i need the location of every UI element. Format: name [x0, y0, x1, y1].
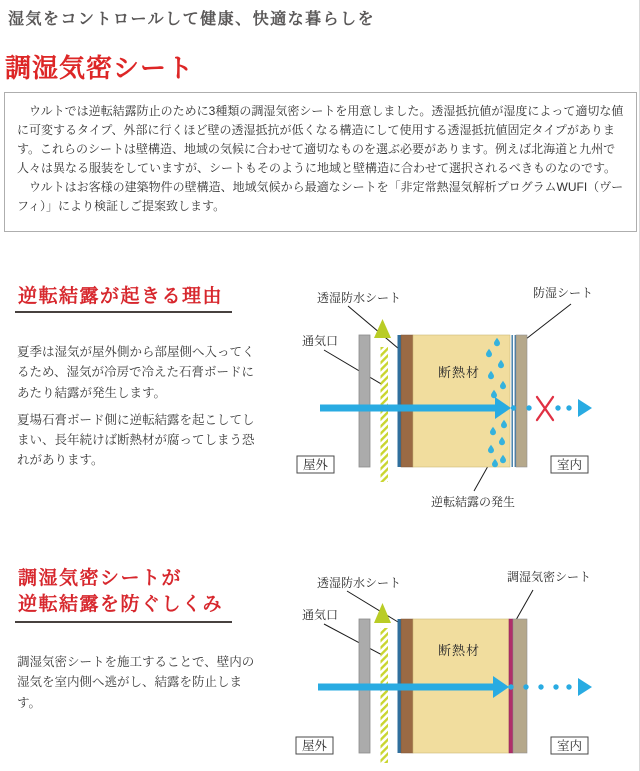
section-mechanism-heading: [18, 566, 223, 618]
section-reason-underline: [15, 311, 232, 313]
outer-wall-panel: [359, 335, 370, 467]
label-vent: 通気口: [302, 608, 339, 622]
ventilation-hatch-strip: [381, 628, 389, 763]
ventilation-hatch-strip: [381, 347, 389, 482]
intro-paragraph-2: ウルトはお客様の建築物件の壁構造、地域気候から最適なシートを「非定常熱湿気解析プログラムWUFI（ヴーフィ）」により検証しご提案致します。: [17, 179, 624, 213]
vapor-barrier-line: [512, 335, 513, 467]
wall-section-diagram-condensation: [290, 275, 640, 520]
moisture-exit-arrow-icon: [578, 678, 592, 696]
section-mechanism-underline: [15, 621, 232, 623]
pointer-line-vent: [324, 350, 383, 385]
section-mechanism-heading-line2: 逆転結露を防ぐしくみ: [18, 594, 224, 615]
page-subtitle: 湿気をコントロールして健康、快適な暮らしを: [8, 11, 376, 28]
label-vent: 通気口: [302, 334, 339, 348]
ventilation-up-arrow-icon: [374, 603, 391, 623]
pointer-line-waterproof-sheet: [348, 306, 399, 349]
pointer-line-vent: [324, 624, 384, 656]
blocked-x-icon: [537, 397, 553, 420]
intro-paragraph-1: ウルトでは逆転結露防止のために3種類の調湿気密シートを用意しました。透湿抵抗値が湿度によって適切な値に可変するタイプ、外部に行くほど壁の透湿抵抗が低くなる構造にして使用する透湿抵抗値固定タイプがあります。これらのシートは壁構造、地域の気候に合わせて適切なものを選ぶ必要があります。例えば北海道と九州で人々は異なる服装をしていますが、シートもそのように地域と壁構造に合わせて選択されるべきものなのです。: [17, 104, 624, 175]
label-waterproof-sheet: 透湿防水シート: [317, 576, 402, 590]
mechanism-paragraph-1: 調湿気密シートを施工することで、壁内の湿気を室内側へ逃がし、結露を防止します。: [17, 655, 255, 710]
ventilation-up-arrow-icon: [374, 319, 391, 338]
waterproof-sheet-line: [398, 335, 402, 467]
reason-paragraph-1: 夏季は湿気が屋外側から部屋側へ入ってくるため、湿気が冷房で冷えた石膏ボードにあたり結露が発生します。: [17, 345, 255, 400]
label-indoor: 室内: [556, 739, 583, 753]
label-outdoor: 屋外: [301, 739, 328, 753]
label-outdoor: 屋外: [302, 458, 329, 472]
label-insulation: 断熱材: [437, 643, 481, 658]
label-insulation: 断熱材: [437, 365, 481, 380]
gypsum-board-panel: [516, 335, 527, 467]
reason-paragraph-2: 夏場石膏ボード側に逆転結露を起こしてしまい、長年続けば断熱材が腐ってしまう恐れがあります。: [17, 412, 255, 468]
pointer-line-waterproof-sheet: [347, 591, 398, 622]
page-title: 調湿気密シート: [5, 53, 195, 83]
section-mechanism-heading-line1: 調湿気密シートが: [18, 568, 183, 589]
intro-text-box: [4, 92, 637, 232]
label-vapor-barrier-sheet: 防湿シート: [533, 286, 594, 300]
section-reason-body: [17, 342, 257, 478]
section-reason-heading: 逆転結露が起きる理由: [18, 286, 224, 307]
label-indoor: 室内: [556, 458, 583, 472]
frame-bar: [401, 335, 413, 467]
wall-section-diagram-prevention: [290, 560, 640, 771]
moisture-exit-arrow-icon: [578, 399, 592, 417]
label-humidity-control-sheet: 調湿気密シート: [507, 570, 592, 584]
label-condensation: 逆転結露の発生: [431, 495, 516, 509]
label-waterproof-sheet: 透湿防水シート: [317, 291, 402, 305]
section-mechanism-body: [17, 652, 257, 720]
